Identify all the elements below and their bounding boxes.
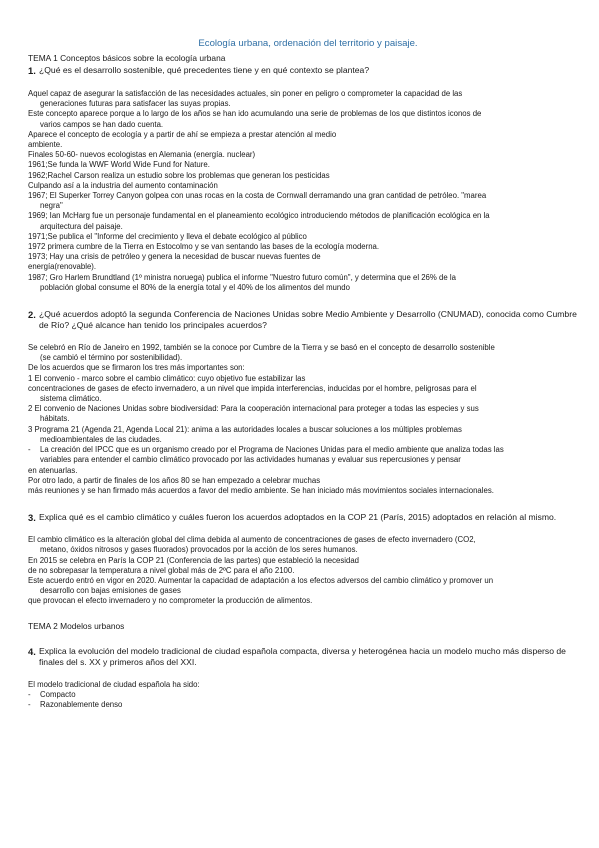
- bullet-item: [28, 445, 580, 455]
- paragraph: El cambio climático es la alteración global del clima debida al aumento de concentraciones de gases de efecto invernadero (CO2,: [28, 535, 476, 545]
- paragraph: (se cambió el término por sostenibilidad).: [40, 353, 183, 363]
- paragraph: concentraciones de gases de efecto invernadero, a un nivel que impida interferencias, inducidas por el hombre, peligrosas para el: [28, 383, 477, 393]
- paragraph: sistema climático.: [40, 394, 102, 404]
- timeline-item: 1987; Gro Harlem Brundtland (1º ministra noruega) publica el informe "Nuestro futuro común", y determina que el 26% de la: [28, 272, 456, 282]
- document-title: Ecología urbana, ordenación del territorio y paisaje.: [198, 38, 418, 49]
- bullet-mark: -: [28, 689, 31, 699]
- timeline-item: 1969; Ian McHarg fue un personaje fundamental en el planeamiento ecológico introduciendo métodos de planificación ecológica en la: [28, 211, 490, 221]
- timeline-item: 1973; Hay una crisis de petróleo y genera la necesidad de buscar nuevas fuentes de: [28, 252, 321, 262]
- paragraph: Este concepto aparece porque a lo largo de los años se han ido acumulando una serie de problemas de los que distintos iconos de: [28, 109, 482, 119]
- answer-4: [28, 680, 580, 711]
- question-text: Explica qué es el cambio climático y cuáles fueron los acuerdos adoptados en la COP 21 (París, 2015) adoptados en relación al mismo.: [39, 512, 557, 523]
- paragraph: hábitats.: [40, 414, 70, 424]
- paragraph: desarrollo con bajas emisiones de gases: [40, 586, 181, 596]
- timeline-item: 1961;Se funda la WWF World Wide Fund for Nature.: [28, 160, 210, 170]
- paragraph: variables para entender el cambio climático provocado por las actividades humanas y evaluar sus repercusiones y pensar: [40, 455, 461, 465]
- bullet-text: La creación del IPCC que es un organismo creado por el Programa de Naciones Unidas para el medio ambiente que analiza todas las: [40, 445, 504, 455]
- timeline-item: 1971;Se publica el "Informe del crecimiento y lleva el debate ecológico al público: [28, 231, 307, 241]
- question-text: Explica la evolución del modelo tradicional de ciudad española compacta, diversa y heterogénea hacia un modelo mucho más disperso de finales del s. XX y primeros años del XXI.: [39, 645, 566, 667]
- paragraph: de no sobrepasar la temperatura a nivel global más de 2ºC para el año 2100.: [28, 565, 295, 575]
- list-item-text: Razonablemente denso: [40, 699, 123, 709]
- paragraph: 1 El convenio - marco sobre el cambio climático: cuyo objetivo fue estabilizar las: [28, 373, 306, 383]
- question-3: [28, 512, 580, 523]
- list-item-text: Compacto: [40, 689, 76, 699]
- paragraph: El modelo tradicional de ciudad española ha sido:: [28, 679, 200, 689]
- bullet-mark: -: [28, 445, 31, 455]
- timeline-item: 1962;Rachel Carson realiza un estudio sobre los problemas que generan los pesticidas: [28, 170, 330, 180]
- question-number: 3.: [28, 512, 36, 524]
- answer-2: [28, 343, 580, 496]
- bullet-mark: -: [28, 699, 31, 709]
- paragraph: varios campos se han dado cuenta.: [40, 119, 164, 129]
- question-number: 2.: [28, 309, 36, 321]
- paragraph: Aparece el concepto de ecología y a partir de ahí se empieza a prestar atención al medio: [28, 129, 337, 139]
- paragraph: ambiente.: [28, 140, 63, 150]
- question-number: 1.: [28, 65, 36, 76]
- paragraph: En 2015 se celebra en París la COP 21 (Conferencia de las partes) que estableció la necesidad: [28, 555, 359, 565]
- paragraph: De los acuerdos que se firmaron los tres más importantes son:: [28, 363, 245, 373]
- timeline-item: Finales 50-60- nuevos ecologistas en Alemania (energía. nuclear): [28, 150, 256, 160]
- timeline-item: negra": [40, 201, 63, 211]
- section-heading-tema1: TEMA 1 Conceptos básicos sobre la ecología urbana: [28, 53, 226, 63]
- section-heading-tema2: TEMA 2 Modelos urbanos: [28, 620, 125, 631]
- paragraph: 3 Programa 21 (Agenda 21, Agenda Local 21): anima a las autoridades locales a buscar soluciones a los múltiples problemas: [28, 424, 462, 434]
- paragraph: más reuniones y se han firmado más acuerdos a favor del medio ambiente. Se han iniciado más movimientos sociales internacionales.: [28, 485, 494, 495]
- paragraph: medioambientales de las ciudades.: [40, 434, 162, 444]
- paragraph: Este acuerdo entró en vigor en 2020. Aumentar la capacidad de adaptación a los efectos adversos del cambio climático y promover un: [28, 575, 494, 585]
- question-1: [28, 65, 580, 76]
- question-4: [28, 646, 580, 668]
- timeline-item: población global consume el 80% de la energía total y el 40% de los alimentos del mundo: [40, 282, 350, 292]
- answer-1: [28, 89, 580, 293]
- paragraph: Se celebró en Río de Janeiro en 1992, también se la conoce por Cumbre de la Tierra y se basó en el concepto de desarrollo sostenible: [28, 343, 495, 353]
- paragraph: en atenuarlas.: [28, 465, 78, 475]
- timeline-item: 1972 primera cumbre de la Tierra en Estocolmo y se van sentando las bases de la ecología moderna.: [28, 242, 380, 252]
- paragraph: metano, óxidos nitrosos y gases fluorados) provocados por la acción de los seres humanos.: [40, 545, 358, 555]
- paragraph: que provocan el efecto invernadero y no comprometer la producción de alimentos.: [28, 596, 313, 606]
- question-number: 4.: [28, 645, 36, 657]
- question-text: ¿Qué es el desarrollo sostenible, qué precedentes tiene y en qué contexto se plantea?: [39, 65, 370, 75]
- list-item: [28, 690, 580, 700]
- answer-3: [28, 535, 580, 606]
- paragraph: generaciones futuras para satisfacer las suyas propias.: [40, 99, 231, 109]
- timeline-item: arquitectura del paisaje.: [40, 221, 123, 231]
- paragraph: Por otro lado, a partir de finales de los años 80 se han empezado a celebrar muchas: [28, 475, 321, 485]
- list-item: [28, 700, 580, 710]
- question-text: ¿Qué acuerdos adoptó la segunda Conferencia de Naciones Unidas sobre Medio Ambiente y Desarrollo (CNUMAD), conocida como Cumbre de Río? ¿Qué alcance han tenido los principales acuerdos?: [39, 309, 577, 331]
- paragraph: Aquel capaz de asegurar la satisfacción de las necesidades actuales, sin poner en peligro o comprometer la capacidad de las: [28, 89, 463, 98]
- timeline-item: energía(renovable).: [28, 262, 97, 272]
- document-page: [28, 38, 580, 710]
- paragraph: 2 El convenio de Naciones Unidas sobre biodiversidad: Para la cooperación internacional para proteger a todas las especies y sus: [28, 404, 479, 414]
- question-2: [28, 309, 580, 331]
- timeline-item: Culpando así a la industria del aumento contaminación: [28, 180, 218, 190]
- timeline-item: 1967; El Superker Torrey Canyon golpea con unas rocas en la costa de Cornwall derramando una gran cantidad de petróleo. "marea: [28, 191, 487, 201]
